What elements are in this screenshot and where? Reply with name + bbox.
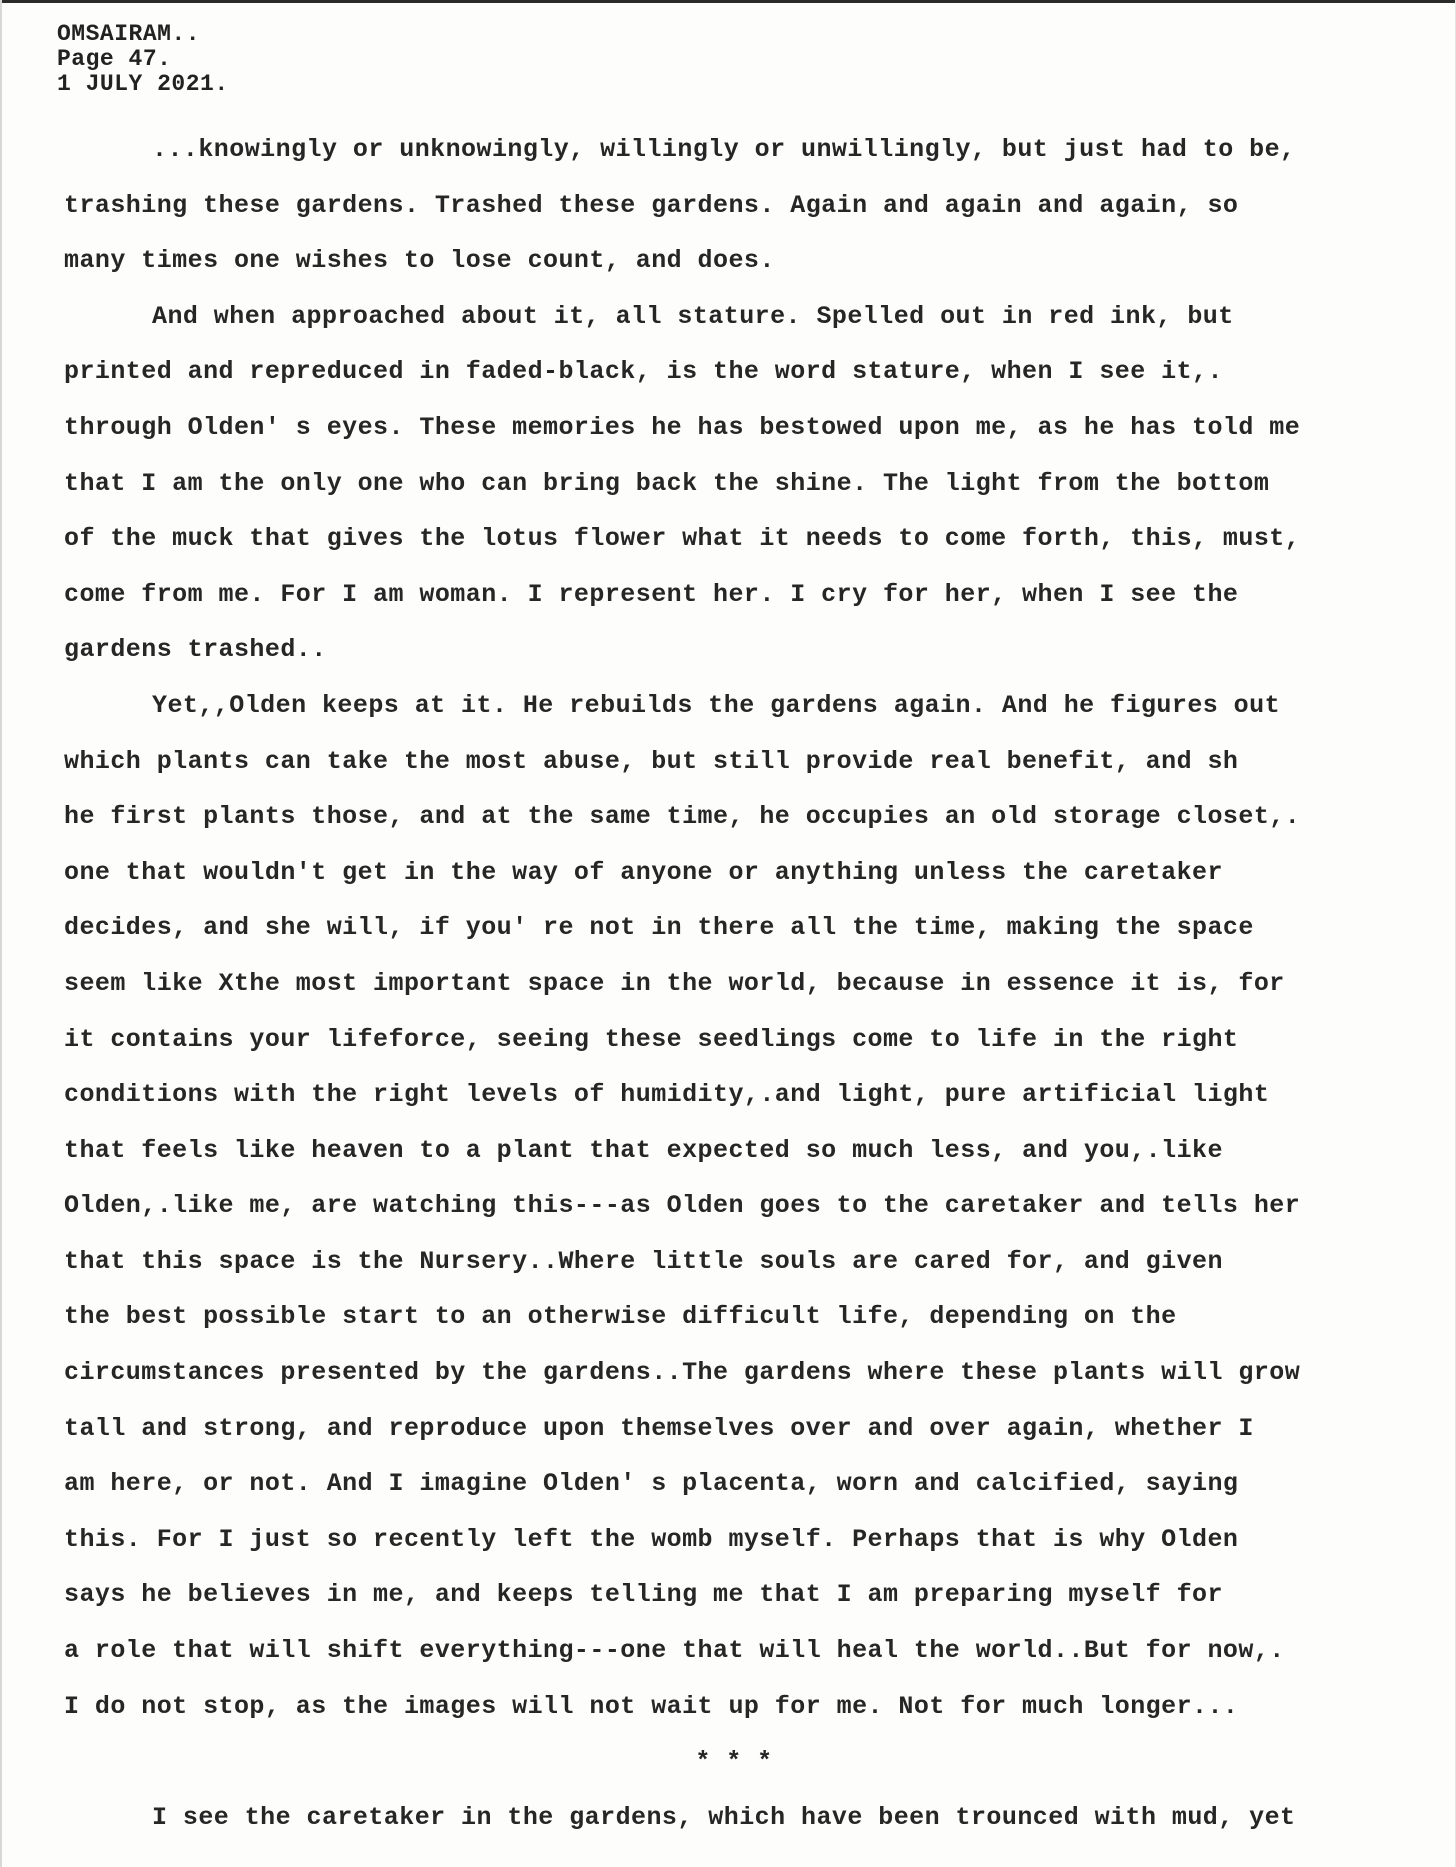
- text-line: And when approached about it, all stature. Spelled out in red ink, but: [152, 301, 1234, 331]
- text-line: he first plants those, and at the same time, he occupies an old storage closet,.: [64, 802, 1301, 832]
- text-line: come from me. For I am woman. I represent her. I cry for her, when I see the: [64, 579, 1239, 609]
- text-line: decides, and she will, if you' re not in there all the time, making the space: [64, 913, 1254, 943]
- text-line: I do not stop, as the images will not wait up for me. Not for much longer...: [64, 1691, 1239, 1721]
- header-page-number: Page 47.: [57, 46, 172, 72]
- text-line: seem like Xthe most important space in the world, because in essence it is, for: [64, 968, 1285, 998]
- text-line: one that wouldn't get in the way of anyone or anything unless the caretaker: [64, 857, 1223, 887]
- page-header: [57, 22, 229, 97]
- text-line: ...knowingly or unknowingly, willingly or unwillingly, but just had to be,: [152, 135, 1296, 164]
- text-line: of the muck that gives the lotus flower what it needs to come forth, this, must,: [64, 524, 1301, 554]
- text-line: tall and strong, and reproduce upon themselves over and over again, whether I: [64, 1413, 1254, 1443]
- header-date: 1 JULY 2021.: [57, 71, 229, 97]
- section-separator: * * *: [695, 1747, 773, 1777]
- text-line: Olden,.like me, are watching this---as Olden goes to the caretaker and tells her: [64, 1191, 1301, 1221]
- text-line: through Olden' s eyes. These memories he has bestowed upon me, as he has told me: [64, 412, 1301, 442]
- document-body: [64, 122, 1444, 1845]
- text-line: Yet,,Olden keeps at it. He rebuilds the gardens again. And he figures out: [152, 690, 1281, 720]
- text-line: I see the caretaker in the gardens, which have been trounced with mud, yet: [152, 1802, 1296, 1832]
- text-line: that this space is the Nursery..Where little souls are cared for, and given: [64, 1246, 1223, 1276]
- text-line: conditions with the right levels of humidity,.and light, pure artificial light: [64, 1080, 1270, 1110]
- text-line: trashing these gardens. Trashed these gardens. Again and again and again, so: [64, 190, 1239, 220]
- text-line: says he believes in me, and keeps telling me that I am preparing myself for: [64, 1580, 1223, 1610]
- text-line: a role that will shift everything---one that will heal the world..But for now,.: [64, 1636, 1285, 1666]
- top-edge-rule: [2, 0, 1455, 3]
- text-line: this. For I just so recently left the womb myself. Perhaps that is why Olden: [64, 1524, 1239, 1554]
- text-line: that I am the only one who can bring back the shine. The light from the bottom: [64, 468, 1270, 498]
- text-line: the best possible start to an otherwise difficult life, depending on the: [64, 1302, 1177, 1332]
- text-line: many times one wishes to lose count, and does.: [64, 246, 775, 276]
- text-line: it contains your lifeforce, seeing these seedlings come to life in the right: [64, 1024, 1239, 1054]
- text-line: circumstances presented by the gardens..The gardens where these plants will grow: [64, 1358, 1301, 1388]
- text-line: gardens trashed..: [64, 635, 327, 665]
- text-line: that feels like heaven to a plant that expected so much less, and you,.like: [64, 1135, 1223, 1165]
- text-line: printed and repreduced in faded-black, is the word stature, when I see it,.: [64, 357, 1223, 387]
- text-line: am here, or not. And I imagine Olden' s placenta, worn and calcified, saying: [64, 1469, 1239, 1499]
- header-mantra: OMSAIRAM..: [57, 21, 201, 47]
- text-line: which plants can take the most abuse, but still provide real benefit, and sh: [64, 746, 1239, 776]
